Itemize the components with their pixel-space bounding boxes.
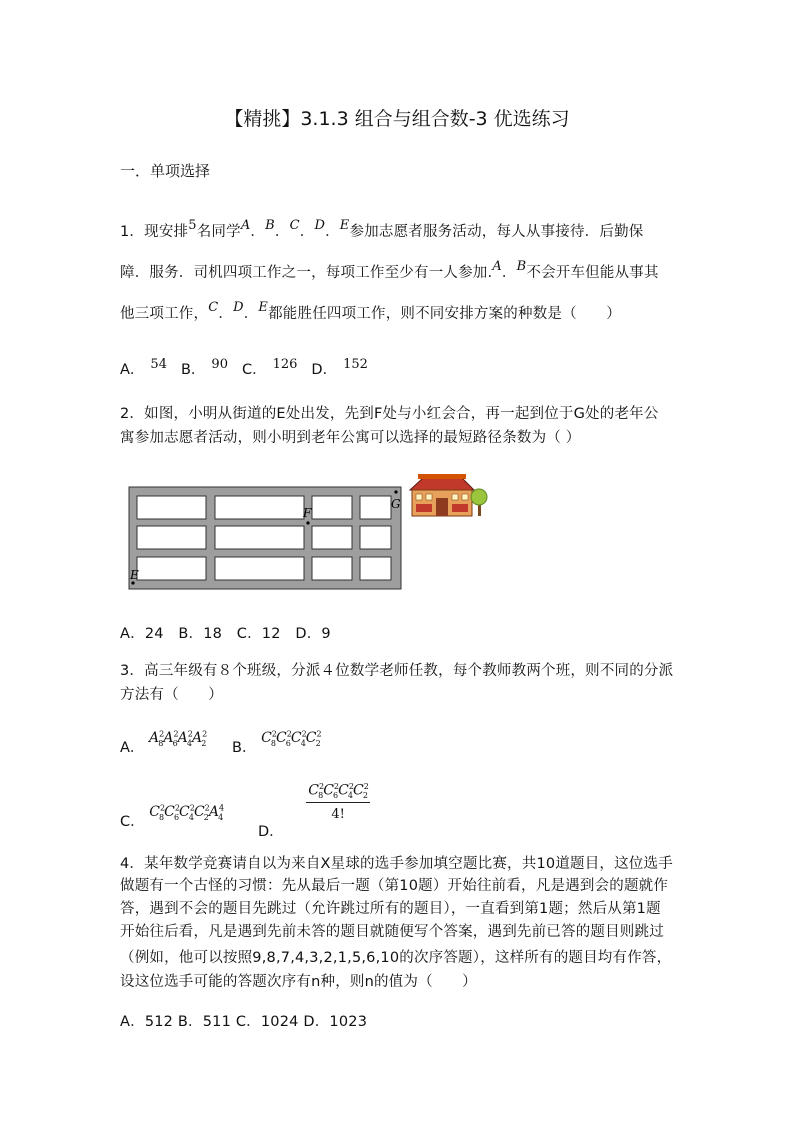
q3-option-a[interactable]: A． $A^2_8A^2_6A^2_4A^2_2$ xyxy=(120,729,208,756)
q4-line-1: 4．某年数学竞赛请自以为来自X星球的选手参加填空题比赛，共10道题目，这位选手 xyxy=(120,856,673,872)
label-g: G xyxy=(391,497,401,511)
q4-line-2: 做题有一个古怪的习惯：先从最后一题（第10题）开始往前看，凡是遇到会的题就作 xyxy=(120,878,669,894)
q1-count: 5 xyxy=(188,218,197,233)
q4-line-4: 开始往后看，凡是遇到先前未答的题目就随便写个答案，遇到先前已答的题目则跳过 xyxy=(120,924,664,940)
q4-line-3: 答，遇到不会的题目先跳过（允许跳过所有的题目），一直看到第1题；然后从第1题 xyxy=(120,901,661,917)
q3-line-1: 3．高三年级有８个班级，分派４位数学老师任教，每个教师教两个班，则不同的分派 xyxy=(120,663,674,679)
q3-option-b[interactable]: B． $C^2_8C^2_6C^2_4C^2_2$ xyxy=(232,729,322,756)
q2-options[interactable]: A．24 B．18 C．12 D．9 xyxy=(120,626,331,642)
q3-option-c-formula: $C^2_8C^2_6C^2_4C^2_2A^4_4$ xyxy=(149,803,225,822)
q1-line-1: 1．现安排5名同学A．B．C．D．E参加志愿者服务活动，每人从事接待．后勤保 xyxy=(120,218,644,240)
q4-line-5: （例如，他可以按照9,8,7,4,3,2,1,5,6,10的次序答题），这样所有的题目均有作答， xyxy=(120,950,672,966)
point-f-marker xyxy=(306,521,309,524)
q3-option-b-formula: $C^2_8C^2_6C^2_4C^2_2$ xyxy=(261,729,322,748)
q1-line-2: 障．服务．司机四项工作之一，每项工作至少有一人参加.A．B不会开车但能从事其 xyxy=(120,259,659,281)
q3-option-c[interactable]: C． $C^2_8C^2_6C^2_4C^2_2A^4_4$ xyxy=(120,803,225,830)
q2-line-1: 2．如图，小明从街道的E处出发，先到F处与小红会合，再一起到位于G处的老年公 xyxy=(120,406,659,422)
q4-line-6: 设这位选手可能的答题次序有n种，则n的值为（ ） xyxy=(120,974,477,990)
street-map-figure xyxy=(128,472,498,594)
label-f: F xyxy=(303,506,312,520)
q2-line-2: 寓参加志愿者活动，则小明到老年公寓可以选择的最短路径条数为（ ） xyxy=(120,430,581,446)
q3-line-2: 方法有（ ） xyxy=(120,687,223,703)
q1-options xyxy=(120,358,382,379)
q3-option-a-formula: $A^2_8A^2_6A^2_4A^2_2$ xyxy=(149,729,208,748)
page-title: 【精挑】3.1.3 组合与组合数-3 优选练习 xyxy=(224,108,570,130)
q3-option-d-formula: $\frac{C^2_8C^2_6C^2_4C^2_2}{4!}$ xyxy=(308,782,369,823)
point-g-marker xyxy=(394,490,397,493)
q1-line-3: 他三项工作，C．D．E都能胜任四项工作，则不同安排方案的种数是（ ） xyxy=(120,300,621,322)
label-e: E xyxy=(130,568,139,582)
q1-option-a[interactable]: A． 54 xyxy=(120,357,167,378)
section-heading: 一．单项选择 xyxy=(120,162,211,180)
tree-icon xyxy=(471,489,487,516)
q1-option-c[interactable]: C． 126 xyxy=(241,357,298,378)
q1-option-d[interactable]: D． 152 xyxy=(311,357,368,378)
q3-option-d[interactable]: D． $\frac{C^2_8C^2_6C^2_4C^2_2}{4!}$ xyxy=(258,782,369,841)
q1-option-b[interactable]: B． 90 xyxy=(180,357,228,378)
q4-options[interactable]: A．512 B．511 C．1024 D．1023 xyxy=(120,1014,368,1030)
apartment-building-icon xyxy=(410,474,474,516)
